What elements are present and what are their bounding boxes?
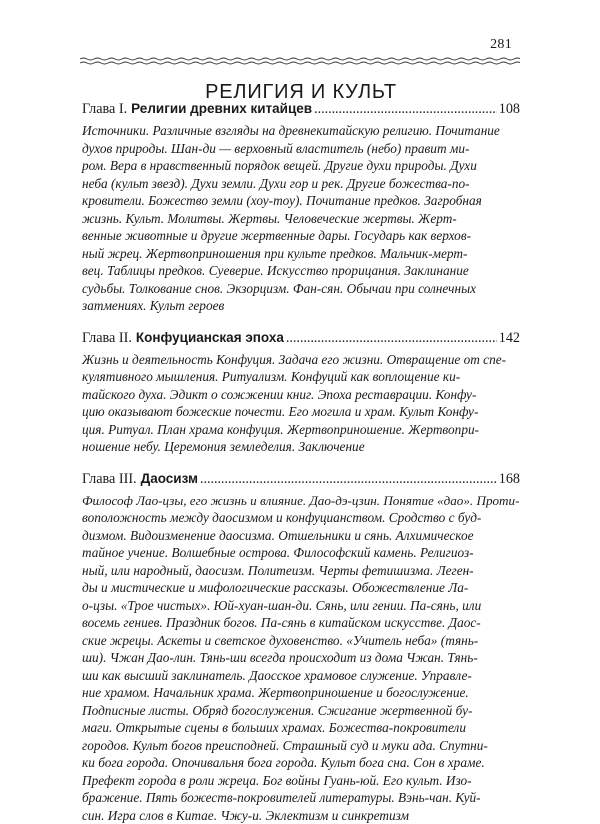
description-line: ды и мистические и мифологические рассказы. Обожествление Ла- (82, 579, 520, 597)
section-title: РЕЛИГИЯ И КУЛЬТ (78, 81, 524, 104)
page-number: 281 (490, 37, 512, 53)
description-line: ские жрецы. Аскеты и светское духовенство. «Учитель неба» (тянь- (82, 632, 520, 650)
description-line: восемь гениев. Праздник богов. Па-сянь в китайском искусстве. Даос- (82, 614, 520, 632)
description-line: бражение. Пять божеств-покровителей литературы. Вэнь-чан. Куй- (82, 789, 520, 807)
description-line: цию оказывают божеские почести. Его могила и храм. Культ Конфу- (82, 403, 520, 421)
description-line: тайского духа. Эдикт о сожжении книг. Эпоха реставрации. Конфу- (82, 386, 520, 404)
description-line: син. Игра слов в Китае. Чжу-и. Эклектизм и синкретизм (82, 807, 520, 824)
dot-leader (286, 330, 497, 347)
description-line: ши). Чжан Дао-лин. Тянь-ши всегда происходит из дома Чжан. Тянь- (82, 649, 520, 667)
description-line: Жизнь и деятельность Конфуция. Задача его жизни. Отвращение от спе- (82, 351, 520, 369)
description-line: ношение небу. Церемония земледелия. Заключение (82, 438, 520, 456)
wavy-header-rule (80, 57, 520, 65)
chapter-1 (82, 100, 520, 315)
description-line: Подписные листы. Обряд богослужения. Сжигание жертвенной бу- (82, 702, 520, 720)
chapter-description (82, 351, 520, 456)
description-line: венные животные и другие жертвенные дары. Государь как верхов- (82, 227, 520, 245)
description-line: о-цзы. «Трое чистых». Юй-хуан-шан-ди. Сянь, или гении. Па-сянь, или (82, 597, 520, 615)
description-line: Источники. Различные взгляды на древнекитайскую религию. Почитание (82, 122, 520, 140)
chapter-page-number: 168 (499, 471, 520, 488)
description-line: городов. Культ богов преисподней. Страшный суд и муки ада. Спутни- (82, 737, 520, 755)
chapter-heading[interactable] (82, 100, 520, 118)
chapter-title: Религии древних китайцев (131, 100, 312, 117)
description-line: неба (культ звезд). Духи земли. Духи гор и рек. Другие божества-по- (82, 175, 520, 193)
description-line: ный, или народный, даосизм. Политеизм. Черты фетишизма. Леген- (82, 562, 520, 580)
chapter-label: Глава I. (82, 101, 127, 118)
description-line: ки бога города. Опочивальня бога города. Культ бога сна. Сон в храме. (82, 754, 520, 772)
chapter-page-number: 142 (499, 330, 520, 347)
chapter-description (82, 122, 520, 315)
description-line: жизнь. Культ. Молитвы. Жертвы. Человеческие жертвы. Жерт- (82, 210, 520, 228)
description-line: ный жрец. Жертвоприношения при культе предков. Мальчик-мерт- (82, 245, 520, 263)
description-line: кулятивного мышления. Ритуализм. Конфуций как воплощение ки- (82, 368, 520, 386)
description-line: маги. Открытые сцены в больших храмах. Божества-покровители (82, 719, 520, 737)
description-line: ние храмом. Начальник храма. Жертвоприношение и богослужение. (82, 684, 520, 702)
description-line: ром. Вера в нравственный порядок вещей. Другие духи природы. Духи (82, 157, 520, 175)
description-line: затмениях. Культ героев (82, 297, 520, 315)
dot-leader (200, 471, 497, 488)
description-line: духов природы. Шан-ди — верховный властитель (небо) правит ми- (82, 140, 520, 158)
description-line: ши как высший заклинатель. Даосское храмовое служение. Управле- (82, 667, 520, 685)
description-line: дизмом. Видоизменение даосизма. Отшельники и сянь. Алхимическое (82, 527, 520, 545)
description-line: кровители. Божество земли (хоу-тоу). Почитание предков. Загробная (82, 192, 520, 210)
chapter-label: Глава II. (82, 330, 132, 347)
chapter-heading[interactable] (82, 329, 520, 347)
table-of-contents (82, 100, 520, 824)
chapter-heading[interactable] (82, 470, 520, 488)
chapter-2 (82, 329, 520, 456)
description-line: ция. Ритуал. План храма конфуция. Жертвоприношение. Жертвопри- (82, 421, 520, 439)
chapter-page-number: 108 (499, 101, 520, 118)
chapter-title: Конфуцианская эпоха (136, 329, 284, 346)
description-line: Философ Лао-цзы, его жизнь и влияние. Дао-дэ-цзин. Понятие «дао». Проти- (82, 492, 520, 510)
chapter-description (82, 492, 520, 824)
description-line: тайное учение. Волшебные острова. Философский камень. Религиоз- (82, 544, 520, 562)
dot-leader (314, 101, 497, 118)
chapter-title: Даосизм (141, 470, 198, 487)
description-line: судьбы. Толкование снов. Экзорцизм. Фан-сян. Обычаи при солнечных (82, 280, 520, 298)
description-line: воположность между даосизмом и конфуцианством. Сродство с буд- (82, 509, 520, 527)
description-line: Префект города в роли жреца. Бог войны Гуань-юй. Его культ. Изо- (82, 772, 520, 790)
chapter-3 (82, 470, 520, 824)
chapter-label: Глава III. (82, 471, 137, 488)
description-line: вец. Таблицы предков. Суеверие. Искусство прорицания. Заклинание (82, 262, 520, 280)
